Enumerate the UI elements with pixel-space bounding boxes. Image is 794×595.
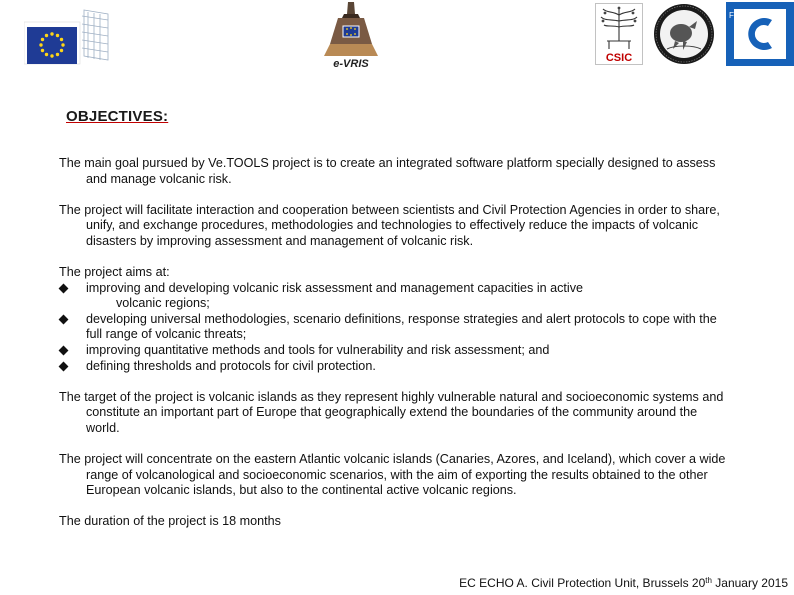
european-commission-logo [24,4,112,68]
footer-date-tail: January 2015 [711,576,788,590]
evris-logo-text: e-VRIS [333,58,369,70]
diamond-bullet-icon [59,345,69,355]
paragraph-duration: The duration of the project is 18 months [59,514,281,529]
objectives-heading [66,108,168,125]
csic-logo-text: CSIC [605,52,633,64]
aims-list [59,281,729,375]
aims-list-item [59,312,729,343]
university-of-iceland-seal [653,3,715,65]
aims-list-item [59,281,729,312]
aim-text-continuation: volcanic regions; [116,296,210,311]
slide-footer [459,576,788,590]
diamond-bullet-icon [59,283,69,293]
paragraph-atlantic-islands: The project will concentrate on the eastern Atlantic volcanic islands (Canaries, Azores, and Iceland), which cover a wide range of volcanological and socioeconomic scenarios, with the aim of exporting the results obtained to the other European volcanic islands, but also to the continental active volcanic regions. [59,451,726,498]
aims-intro: The project aims at: [59,264,170,279]
civil-protection-logo [726,2,794,66]
objectives-heading-text: OBJECTIVES: [66,108,169,125]
aim-text: defining thresholds and protocols for civil protection. [86,358,376,373]
paragraph-target: The target of the project is volcanic islands as they represent highly vulnerable natural and socioeconomic systems and constitute an important part of Europe that geographically extend the boundaries of the community around the world. [59,389,724,435]
paragraph-main-goal: The main goal pursued by Ve.TOOLS project is to create an integrated software platform specially designed to assess and manage volcanic risk. [59,156,716,186]
diamond-bullet-icon [59,314,69,324]
aims-list-item [59,343,729,359]
project-aims-section [59,265,729,374]
evris-logo [320,0,382,70]
footer-superscript: th [705,576,712,585]
aim-text: improving and developing volcanic risk assessment and management capacities in active [86,280,584,295]
objectives-body [59,156,729,545]
aim-text: developing universal methodologies, scenario definitions, response strategies and alert protocols to cope with the full range of volcanic threats; [86,311,717,342]
diamond-bullet-icon [59,361,69,371]
aims-list-item [59,359,729,375]
aim-text: improving quantitative methods and tools for vulnerability and risk assessment; and [86,342,550,357]
csic-logo [595,3,643,65]
svg-text:F: F [729,11,734,20]
paragraph-cooperation: The project will facilitate interaction and cooperation between scientists and Civil Protection Agencies in order to share, unify, and exchange procedures, methodologies and technologies to effectively reduce the impacts of volcanic disasters by improving assessment and management of volcanic risk. [59,202,720,248]
footer-text: EC ECHO A. Civil Protection Unit, Brussels 20 [459,576,706,590]
